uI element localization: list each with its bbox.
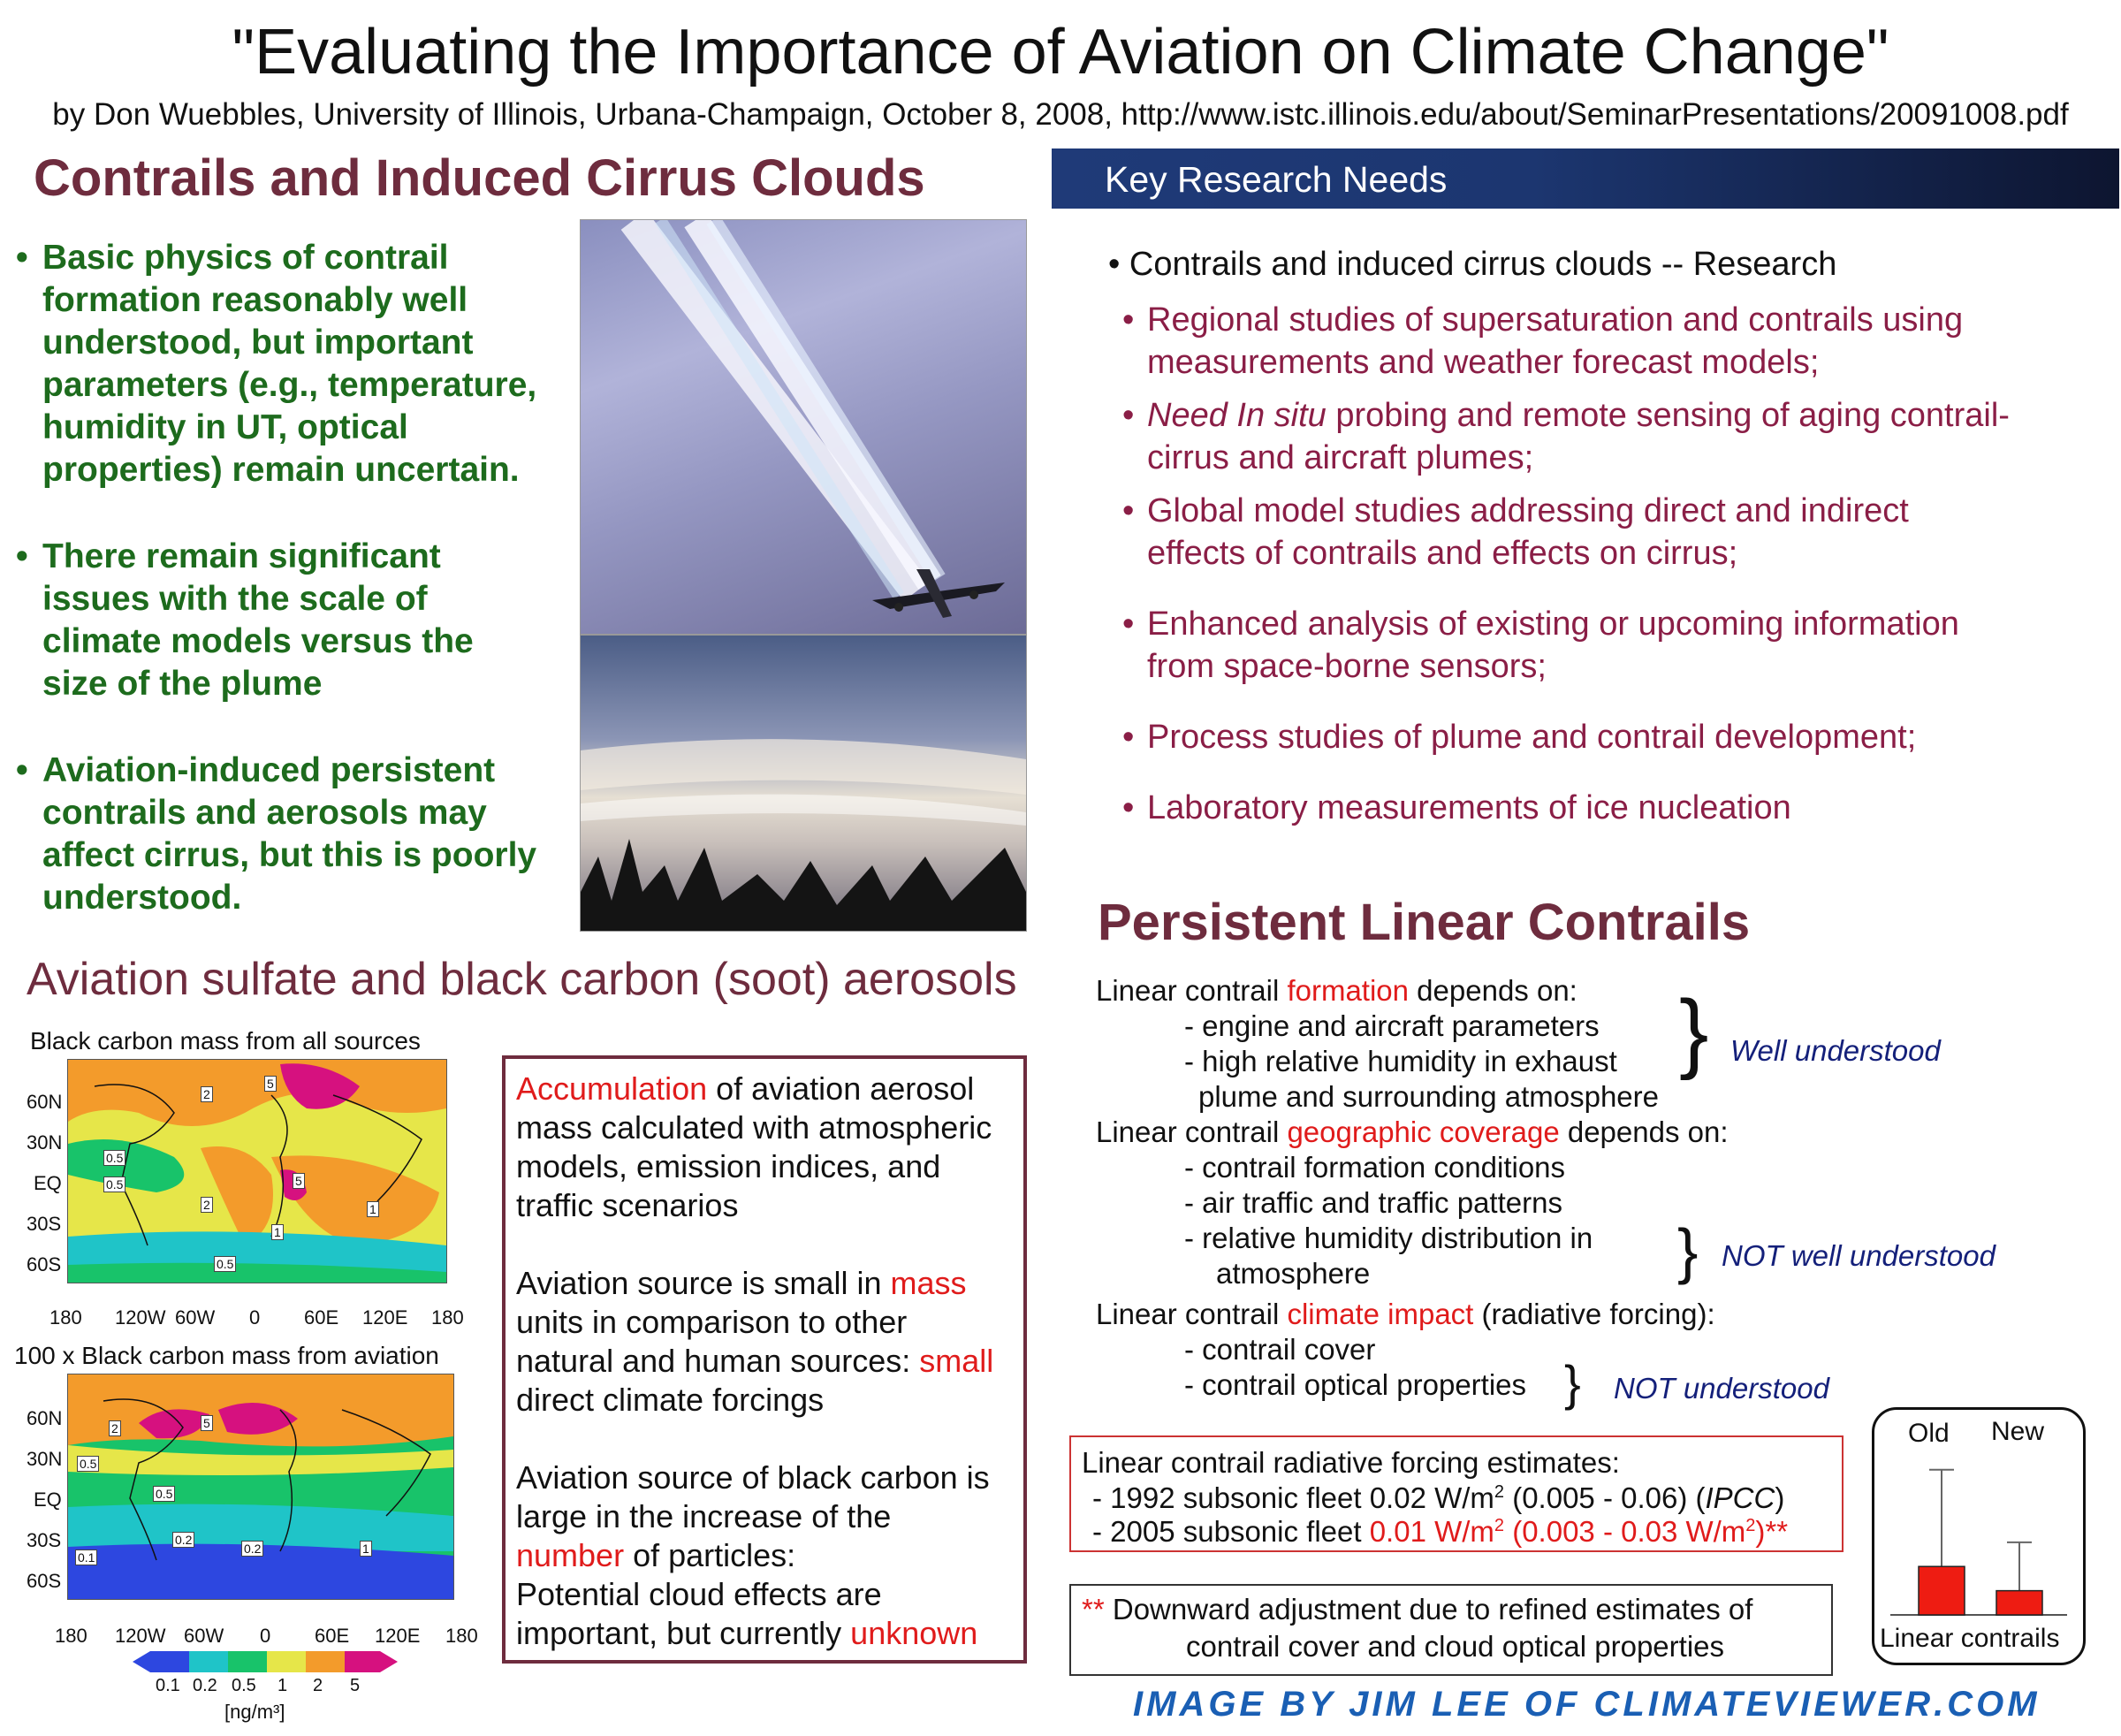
krn-item: • Global model studies addressing direct and indirect effects of contrails and effects on cirrus; <box>1122 492 1909 572</box>
krn-item: • Regional studies of supersaturation and contrails using measurements and weather forecast models; <box>1122 301 1964 381</box>
bullet-dot: • <box>16 537 28 575</box>
bullet-dot: • <box>16 751 28 789</box>
krn-item: • Process studies of plume and contrail development; <box>1122 719 1917 756</box>
image-credit: IMAGE BY JIM LEE OF CLIMATEVIEWER.COM <box>1133 1685 2041 1724</box>
map-all-sources: 2 5 0.5 1 0.5 2 1 0.5 5 <box>67 1059 447 1283</box>
bullet-3: • Aviation-induced persistent contrails and aerosols may affect cirrus, but this is poorly understood. <box>16 751 537 917</box>
bullet-1: • Basic physics of contrail formation reasonably well understood, but important parameters (e.g., temperature, humidity in UT, optical properties) remain uncertain. <box>16 239 537 489</box>
brace: } <box>1677 1216 1699 1285</box>
key-research-needs-bar <box>1052 148 2119 209</box>
bar-label-new: New <box>1991 1417 2045 1446</box>
formation-line: Linear contrail formation depends on: <box>1096 974 1577 1007</box>
bar-label-old: Old <box>1908 1419 1950 1448</box>
bar-old <box>1919 1566 1965 1615</box>
contrails-heading: Contrails and Induced Cirrus Clouds <box>34 149 925 207</box>
contrail-airplane-photo <box>580 219 1027 635</box>
aerosols-heading: Aviation sulfate and black carbon (soot) aerosols <box>27 954 1017 1005</box>
krn-item: • Need In situ probing and remote sensing of aging contrail- cirrus and aircraft plumes; <box>1122 397 2010 476</box>
persistent-contrails-heading: Persistent Linear Contrails <box>1098 894 1751 951</box>
map2-title: 100 x Black carbon mass from aviation <box>14 1342 439 1369</box>
bullet-dot: • <box>16 239 28 277</box>
coverage-line: Linear contrail geographic coverage depends on: <box>1096 1115 1729 1148</box>
krn-item: • Enhanced analysis of existing or upcoming information from space-borne sensors; <box>1122 605 1959 685</box>
cirrus-clouds-photo <box>580 635 1027 932</box>
downward-adjustment-note: ** Downward adjustment due to refined estimates of contrail cover and cloud optical properties <box>1069 1584 1833 1676</box>
not-understood-note: NOT understood <box>1614 1372 1829 1405</box>
bar-new <box>1996 1591 2042 1615</box>
key-research-needs-title: Key Research Needs <box>1105 159 1448 200</box>
rf-estimates-box: Linear contrail radiative forcing estimates: - 1992 subsonic fleet 0.02 $W/m^2$ (0.005 - 0.06) (IPCC) - 2005 subsonic fleet 0.01 $W/m^2$ (0.003 - 0.03 $W/m^2)**$ <box>1069 1435 1844 1552</box>
climate-impact-line: Linear contrail climate impact (radiative forcing): <box>1096 1298 1715 1330</box>
map1-title: Black carbon mass from all sources <box>30 1027 421 1055</box>
brace: } <box>1679 982 1709 1081</box>
well-understood-note: Well understood <box>1730 1034 1941 1067</box>
byline: by Don Wuebbles, University of Illinois, Urbana-Champaign, October 8, 2008, http://www.istc.illinois.edu/about/SeminarPresentations/20091008.pdf <box>52 97 2069 132</box>
not-well-understood-note: NOT well understood <box>1722 1239 1996 1272</box>
brace: } <box>1564 1355 1581 1411</box>
map-aviation: 2 5 0.5 0.1 0.2 1 0.5 0.2 <box>67 1374 454 1600</box>
page-title: "Evaluating the Importance of Aviation on Climate Change" <box>232 17 1889 88</box>
accumulation-box: Accumulation of aviation aerosol mass calculated with atmospheric models, emission indices, and traffic scenarios Aviation source is small in mass units in comparison to other natural and human sources: small direct climate forcings Aviation source of black carbon is large in the increase of the number of particles: Potential cloud effects are important, but currently unknown <box>502 1055 1027 1664</box>
bar-caption: Linear contrails <box>1880 1624 2060 1653</box>
linear-contrails-chart <box>1872 1407 2086 1665</box>
krn-item: • Laboratory measurements of ice nucleation <box>1122 789 1791 826</box>
bullet-2: • There remain significant issues with the scale of climate models versus the size of the plume <box>16 537 474 703</box>
legend-unit: [ng/m³] <box>224 1701 285 1723</box>
krn-main-bullet: • Contrails and induced cirrus clouds -- Research <box>1108 246 1837 283</box>
